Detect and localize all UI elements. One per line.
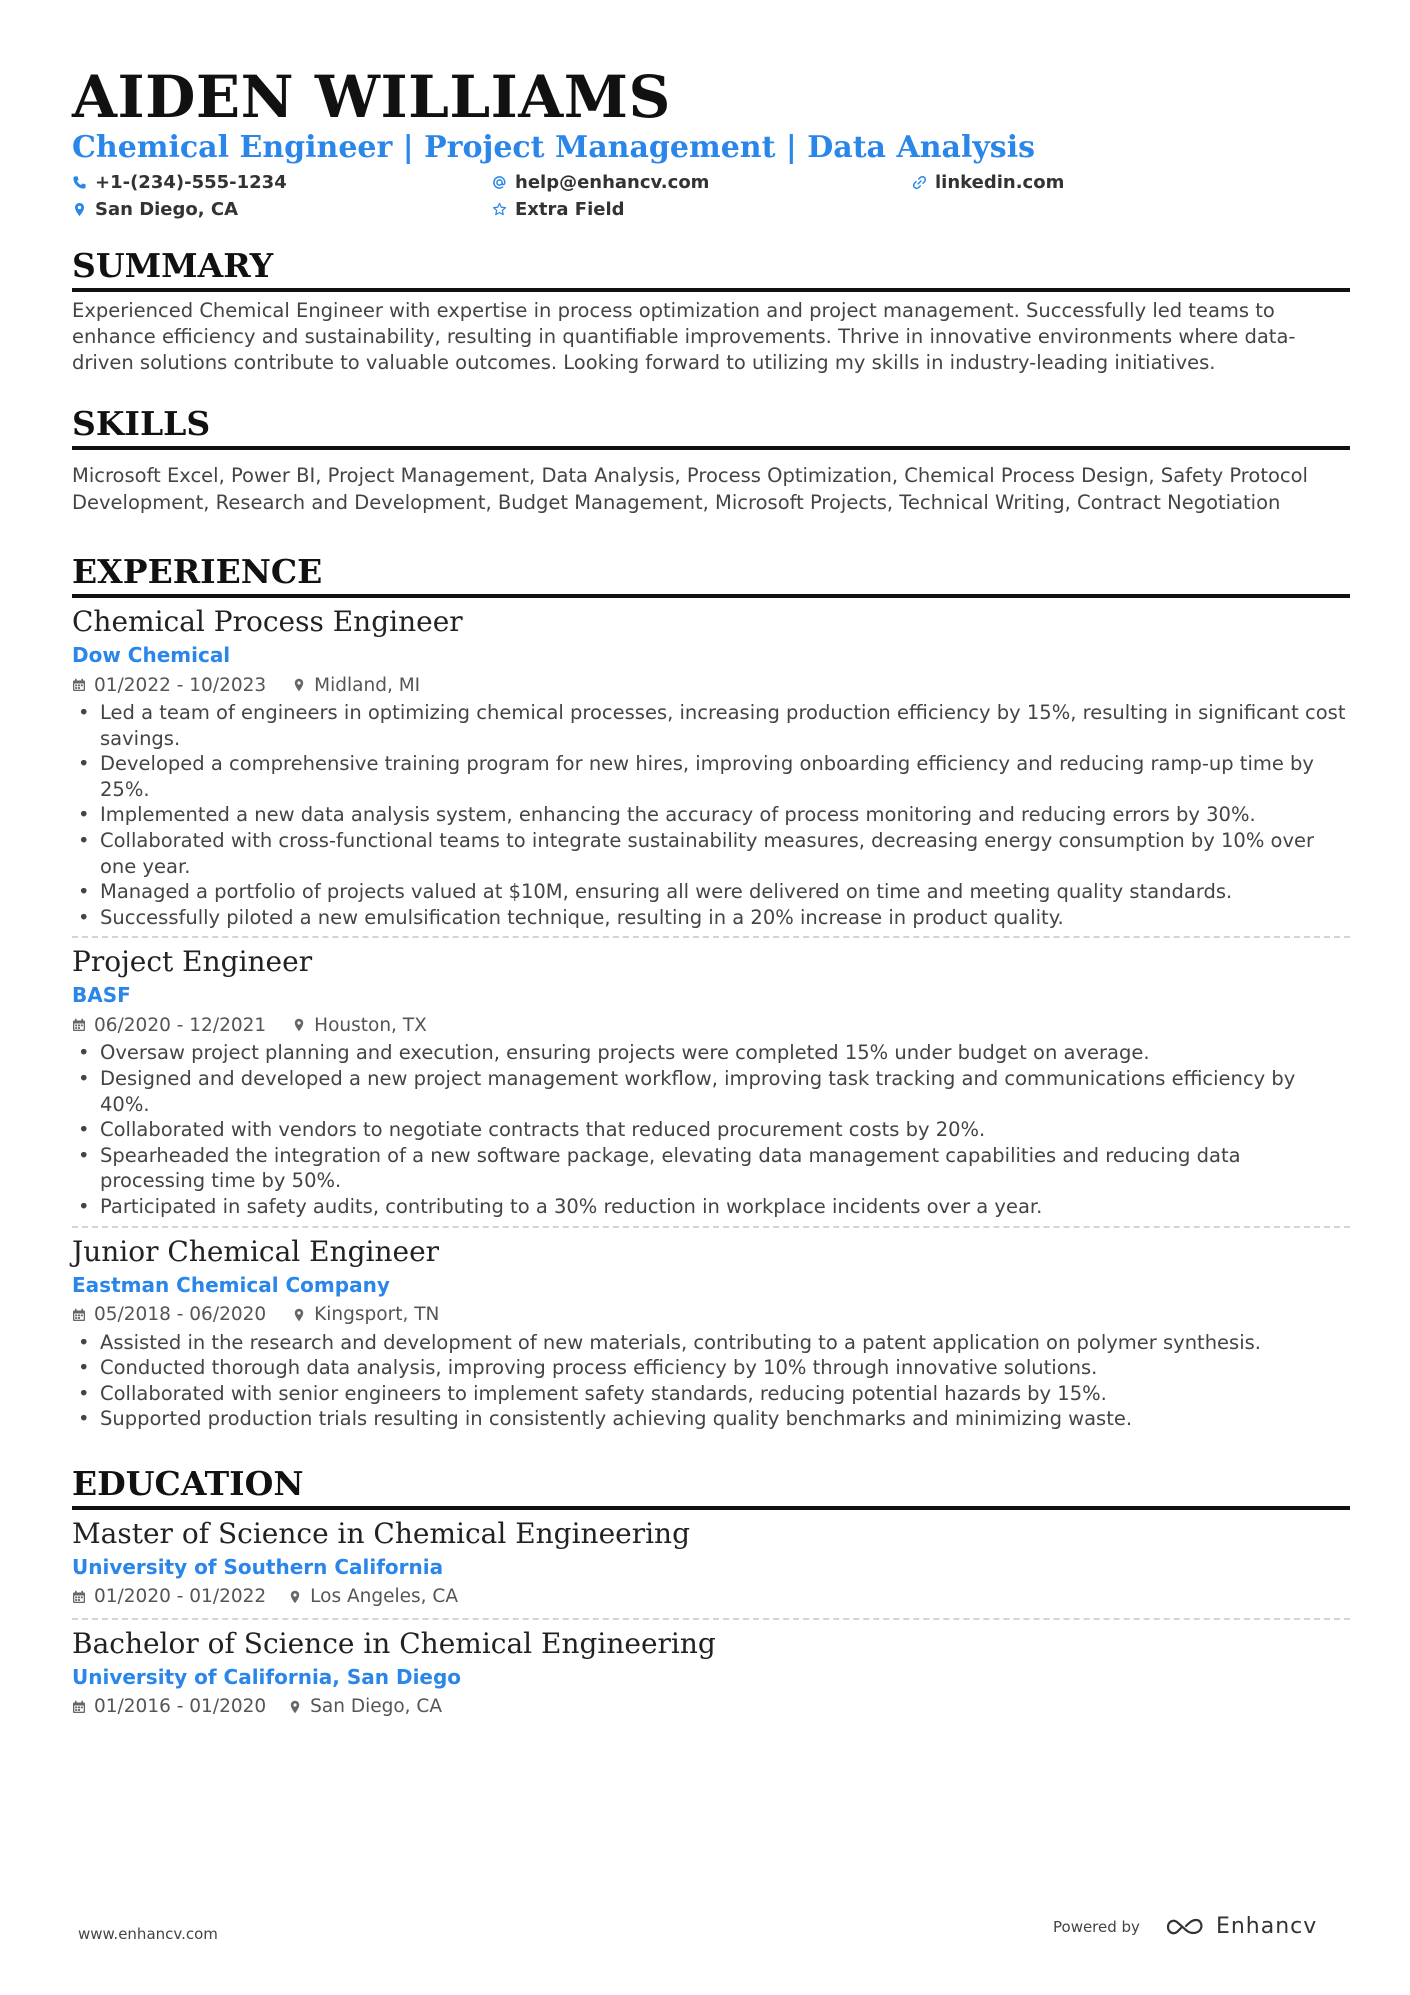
- enhancv-logo-icon: [1164, 1915, 1208, 1939]
- contact-linkedin[interactable]: [912, 169, 1064, 195]
- list-item: • Spearheaded the integration of a new software package, elevating data management capabilities and reducing data processing time by 50%.: [72, 1143, 1350, 1194]
- map-pin-icon: [288, 1700, 302, 1714]
- contact-phone[interactable]: [72, 169, 287, 195]
- headline: Chemical Engineer | Project Management | Data Analysis: [72, 130, 1035, 165]
- list-item: • Supported production trials resulting in consistently achieving quality benchmarks and minimizing waste.: [72, 1406, 1350, 1432]
- map-pin-icon: [288, 1590, 302, 1604]
- list-item: • Oversaw project planning and execution, ensuring projects were completed 15% under budget on average.: [72, 1040, 1350, 1066]
- list-item: • Collaborated with senior engineers to implement safety standards, reducing potential hazards by 15%.: [72, 1381, 1350, 1407]
- job-bullets: [72, 1040, 1350, 1219]
- job-meta: [72, 1010, 1350, 1040]
- contact-email[interactable]: [492, 169, 709, 195]
- education-meta: [72, 1692, 1350, 1722]
- experience-title: EXPERIENCE: [72, 552, 1350, 598]
- calendar-icon: [72, 678, 86, 692]
- powered-by-label: Powered by: [1053, 1917, 1140, 1936]
- school-name: University of California, San Diego: [72, 1664, 462, 1689]
- footer-powered-by[interactable]: [1053, 1914, 1317, 1939]
- job-location: [292, 675, 420, 696]
- job-title: Chemical Process Engineer: [72, 605, 463, 638]
- contact-extra: [492, 196, 625, 222]
- resume-page: [72, 64, 1350, 1722]
- divider: [72, 1226, 1350, 1228]
- skills-text: Microsoft Excel, Power BI, Project Management, Data Analysis, Process Optimization, Chemical Process Design, Safety Protocol Development, Research and Development, Budget Management, Microsoft Projects, Technical Writing, Contract Negotiation: [72, 464, 1308, 514]
- link-icon: [912, 175, 927, 190]
- job-bullets: [72, 1330, 1350, 1432]
- education-dates: 01/2016 - 01/2020: [94, 1696, 267, 1718]
- linkedin-text: linkedin.com: [935, 171, 1065, 193]
- job-dates: 01/2022 - 10/2023: [94, 674, 267, 696]
- summary-text: Experienced Chemical Engineer with expertise in process optimization and project management. Successfully led teams to enhance efficiency and sustainability, resulting in quantifiable improvements. Thrive in innovative environments where data-driven solutions contribute to valuable outcomes. Looking forward to utilizing my skills in industry-leading initiatives.: [72, 299, 1296, 374]
- job-title: Project Engineer: [72, 945, 313, 979]
- contact-info: [72, 168, 1350, 224]
- job-bullets: [72, 700, 1350, 930]
- job-company: Dow Chemical: [72, 643, 231, 667]
- calendar-icon: [72, 1018, 86, 1032]
- job-meta: [72, 670, 1350, 700]
- calendar-icon: [72, 1700, 86, 1714]
- map-pin-icon: [292, 678, 306, 692]
- job-location-text: Midland, MI: [314, 674, 421, 696]
- education-section: [72, 1464, 1350, 1722]
- job-entry: [72, 1234, 1350, 1432]
- job-location: [292, 1015, 427, 1036]
- skills-section: [72, 404, 1350, 516]
- summary-section: [72, 246, 1350, 376]
- education-title: EDUCATION: [72, 1464, 1350, 1510]
- at-icon: [492, 175, 507, 190]
- job-location: [292, 1304, 439, 1325]
- list-item: • Implemented a new data analysis system, enhancing the accuracy of process monitoring and reducing errors by 30%.: [72, 802, 1350, 828]
- star-icon: [492, 202, 507, 217]
- list-item: • Conducted thorough data analysis, improving process efficiency by 10% through innovative solutions.: [72, 1355, 1350, 1381]
- education-entry: [72, 1516, 1350, 1612]
- list-item: • Assisted in the research and development of new materials, contributing to a patent application on polymer synthesis.: [72, 1330, 1350, 1356]
- job-dates: 06/2020 - 12/2021: [94, 1014, 267, 1036]
- calendar-icon: [72, 1308, 86, 1322]
- job-company: Eastman Chemical Company: [72, 1272, 390, 1297]
- list-item: • Managed a portfolio of projects valued at $10M, ensuring all were delivered on time and meeting quality standards.: [72, 879, 1350, 905]
- extra-text: Extra Field: [515, 198, 625, 220]
- job-entry: [72, 944, 1350, 1219]
- education-dates: 01/2020 - 01/2022: [94, 1586, 267, 1608]
- candidate-name: AIDEN WILLIAMS: [72, 63, 671, 131]
- footer-website[interactable]: www.enhancv.com: [78, 1925, 218, 1943]
- summary-title: SUMMARY: [72, 246, 1350, 292]
- list-item: • Participated in safety audits, contributing to a 30% reduction in workplace incidents over a year.: [72, 1194, 1350, 1220]
- phone-text: +1-(234)-555-1234: [95, 171, 287, 193]
- degree-title: Master of Science in Chemical Engineering: [72, 1516, 691, 1550]
- job-title: Junior Chemical Engineer: [72, 1234, 440, 1268]
- location-text: San Diego, CA: [95, 198, 239, 220]
- experience-section: [72, 552, 1350, 1432]
- calendar-icon: [72, 1590, 86, 1604]
- phone-icon: [72, 175, 87, 190]
- list-item: • Designed and developed a new project management workflow, improving task tracking and communications efficiency by 40%.: [72, 1066, 1350, 1117]
- divider: [72, 1618, 1350, 1620]
- education-location-text: San Diego, CA: [310, 1696, 443, 1718]
- job-company: BASF: [72, 983, 131, 1008]
- education-location: [288, 1696, 442, 1717]
- contact-location: [72, 196, 238, 222]
- degree-title: Bachelor of Science in Chemical Engineering: [72, 1626, 716, 1660]
- map-pin-icon: [292, 1018, 306, 1032]
- list-item: • Developed a comprehensive training program for new hires, improving onboarding efficiency and reducing ramp-up time by 25%.: [72, 751, 1350, 802]
- email-text: help@enhancv.com: [515, 171, 710, 193]
- enhancv-brand: Enhancv: [1215, 1914, 1318, 1939]
- list-item: • Successfully piloted a new emulsification technique, resulting in a 20% increase in product quality.: [72, 905, 1350, 931]
- skills-title: SKILLS: [72, 404, 1350, 450]
- education-meta: [72, 1582, 1350, 1612]
- job-location-text: Houston, TX: [314, 1014, 427, 1036]
- school-name: University of Southern California: [72, 1554, 444, 1579]
- list-item: • Led a team of engineers in optimizing chemical processes, increasing production efficiency by 15%, resulting in significant cost savings.: [72, 700, 1350, 751]
- divider: [72, 936, 1350, 938]
- list-item: • Collaborated with cross-functional teams to integrate sustainability measures, decreasing energy consumption by 10% over one year.: [72, 828, 1350, 879]
- map-pin-icon: [72, 202, 87, 217]
- education-location-text: Los Angeles, CA: [310, 1586, 458, 1608]
- job-entry: [72, 604, 1350, 930]
- list-item: • Collaborated with vendors to negotiate contracts that reduced procurement costs by 20%.: [72, 1117, 1350, 1143]
- job-meta: [72, 1300, 1350, 1330]
- job-location-text: Kingsport, TN: [314, 1304, 440, 1325]
- job-dates: 05/2018 - 06/2020: [94, 1304, 267, 1325]
- education-location: [288, 1586, 458, 1607]
- education-entry: [72, 1626, 1350, 1722]
- map-pin-icon: [292, 1308, 306, 1322]
